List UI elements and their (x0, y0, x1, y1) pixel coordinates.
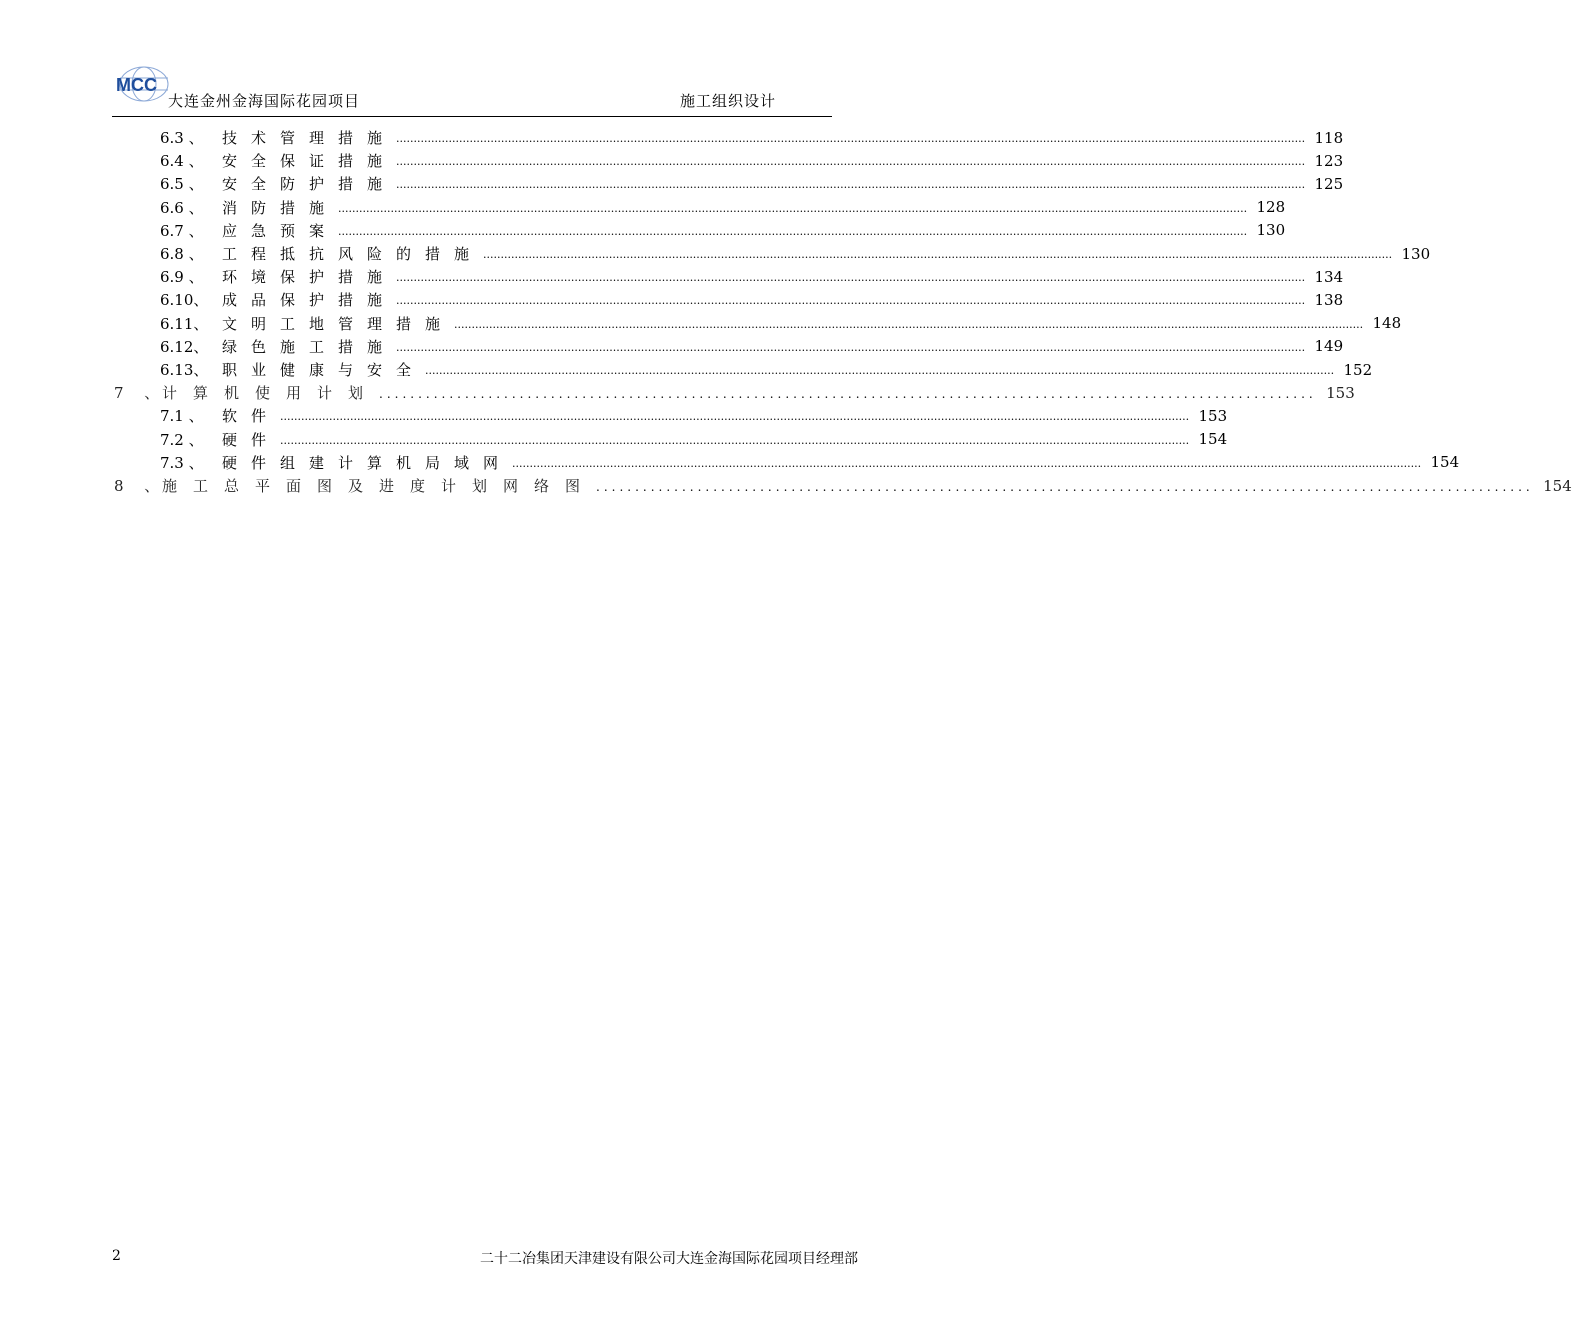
toc-entry-title: 硬件组建计算机局域网 (222, 453, 513, 472)
toc-entry-number: 6.8 、 (160, 245, 204, 263)
page-number: 2 (112, 1248, 121, 1264)
toc-entry-title: 软件 (222, 407, 281, 426)
toc-entry[interactable] (114, 474, 1572, 497)
toc-entry-page: 134 (1314, 267, 1344, 286)
toc-dot-leader: .................................................................................................................................................................................................................................................................... (396, 340, 1306, 354)
toc-entry-number: 8 、 (114, 477, 168, 495)
toc-dot-leader: .................................................................................................................................................................................................................................................................... (280, 410, 1190, 424)
toc-entry-title: 安全防护措施 (222, 175, 397, 194)
toc-entry[interactable] (160, 358, 1373, 381)
toc-entry[interactable] (160, 428, 1228, 451)
mcc-logo (114, 64, 172, 104)
toc-entry[interactable] (160, 196, 1286, 219)
toc-entry-page: 153 (1198, 406, 1228, 425)
toc-dot-leader: .................................................................................................................................................................................................................................................................... (512, 456, 1422, 470)
toc-dot-leader: .................................................................................................................................................................................................................................................................... (454, 317, 1364, 331)
toc-dot-leader: .................................................................................................................................................................................................................................................................... (396, 155, 1306, 169)
toc-dot-leader: ........................................................................................................................ (379, 386, 1317, 401)
toc-entry-number: 6.5 、 (160, 175, 204, 194)
toc-entry-number: 6.9 、 (160, 268, 204, 287)
toc-entry-page: 125 (1314, 174, 1344, 193)
toc-entry-number: 6.4 、 (160, 152, 204, 171)
footer-organization: 二十二冶集团天津建设有限公司大连金海国际花园项目经理部 (480, 1251, 858, 1267)
toc-entry-number: 6.3 、 (160, 129, 204, 147)
toc-entry-number: 7.1 、 (160, 407, 204, 426)
logo-text: MCC (116, 75, 157, 95)
toc-dot-leader: .................................................................................................................................................................................................................................................................... (280, 433, 1190, 447)
toc-entry[interactable] (160, 242, 1431, 265)
toc-entry-title: 绿色施工措施 (222, 337, 397, 356)
toc-entry-page: 138 (1314, 290, 1344, 309)
toc-entry-page: 149 (1314, 337, 1344, 356)
toc-entry[interactable] (160, 126, 1344, 149)
toc-entry-page: 123 (1314, 151, 1344, 170)
toc-entry-page: 128 (1256, 198, 1286, 217)
toc-entry-number: 6.6 、 (160, 198, 204, 217)
document-title: 施工组织设计 (680, 92, 777, 110)
toc-entry-page: 153 (1326, 383, 1355, 402)
toc-entry-page: 148 (1372, 314, 1402, 333)
toc-entry-page: 130 (1256, 221, 1286, 240)
toc-entry[interactable] (160, 451, 1460, 474)
toc-entry[interactable] (160, 312, 1402, 335)
toc-dot-leader: .................................................................................................................................................................................................................................................................... (483, 248, 1393, 261)
toc-entry-title: 施工总平面图及进度计划网络图 (162, 477, 597, 495)
toc-entry-page: 154 (1198, 430, 1228, 449)
page-header (112, 62, 832, 117)
project-title: 大连金州金海国际花园项目 (168, 92, 361, 110)
toc-entry-title: 硬件 (222, 430, 281, 449)
toc-entry[interactable] (160, 265, 1344, 288)
toc-dot-leader: .................................................................................................................................................................................................................................................................... (338, 201, 1248, 215)
toc-entry-title: 技术管理措施 (222, 129, 397, 147)
toc-entry-title: 安全保证措施 (222, 152, 397, 171)
toc-entry-title: 消防措施 (222, 198, 339, 217)
toc-entry-number: 7.2 、 (160, 430, 204, 449)
toc-entry-page: 154 (1543, 476, 1572, 495)
toc-entry-title: 文明工地管理措施 (222, 314, 455, 333)
toc-entry-title: 计算机使用计划 (162, 384, 380, 403)
toc-entry-number: 7 、 (114, 384, 168, 403)
toc-entry-title: 应急预案 (222, 221, 339, 240)
toc-entry[interactable] (160, 219, 1286, 242)
toc-entry[interactable] (160, 149, 1344, 172)
toc-dot-leader: .................................................................................................................................................................................................................................................................... (396, 271, 1306, 285)
toc-entry-title: 职业健康与安全 (222, 361, 426, 379)
toc-dot-leader: .................................................................................................................................................................................................................................................................... (396, 132, 1306, 145)
toc-dot-leader: .................................................................................................................................................................................................................................................................... (396, 294, 1306, 308)
toc-entry[interactable] (114, 381, 1355, 404)
toc-entry-number: 6.7 、 (160, 221, 204, 240)
toc-dot-leader: .................................................................................................................................................................................................................................................................... (396, 178, 1306, 192)
toc-entry-number: 6.13、 (160, 361, 209, 379)
toc-entry[interactable] (160, 288, 1344, 311)
toc-entry-page: 154 (1430, 453, 1460, 472)
toc-entry-page: 152 (1343, 360, 1373, 379)
toc-entry-title: 环境保护措施 (222, 268, 397, 287)
toc-entry-page: 118 (1314, 128, 1344, 147)
toc-dot-leader: ........................................................................................................................ (596, 479, 1534, 494)
toc-entry-number: 7.3 、 (160, 453, 204, 472)
toc-entry-title: 成品保护措施 (222, 291, 397, 310)
toc-dot-leader: .................................................................................................................................................................................................................................................................... (338, 224, 1248, 238)
toc-entry[interactable] (160, 404, 1228, 427)
toc-entry-number: 6.12、 (160, 337, 209, 356)
toc-entry-page: 130 (1401, 244, 1431, 263)
toc-entry[interactable] (160, 172, 1344, 195)
toc-entry-title: 工程抵抗风险的措施 (222, 245, 484, 263)
toc-entry-number: 6.11、 (160, 314, 209, 333)
toc-dot-leader: .................................................................................................................................................................................................................................................................... (425, 364, 1335, 377)
toc-entry[interactable] (160, 335, 1344, 358)
toc-entry-number: 6.10、 (160, 291, 209, 310)
